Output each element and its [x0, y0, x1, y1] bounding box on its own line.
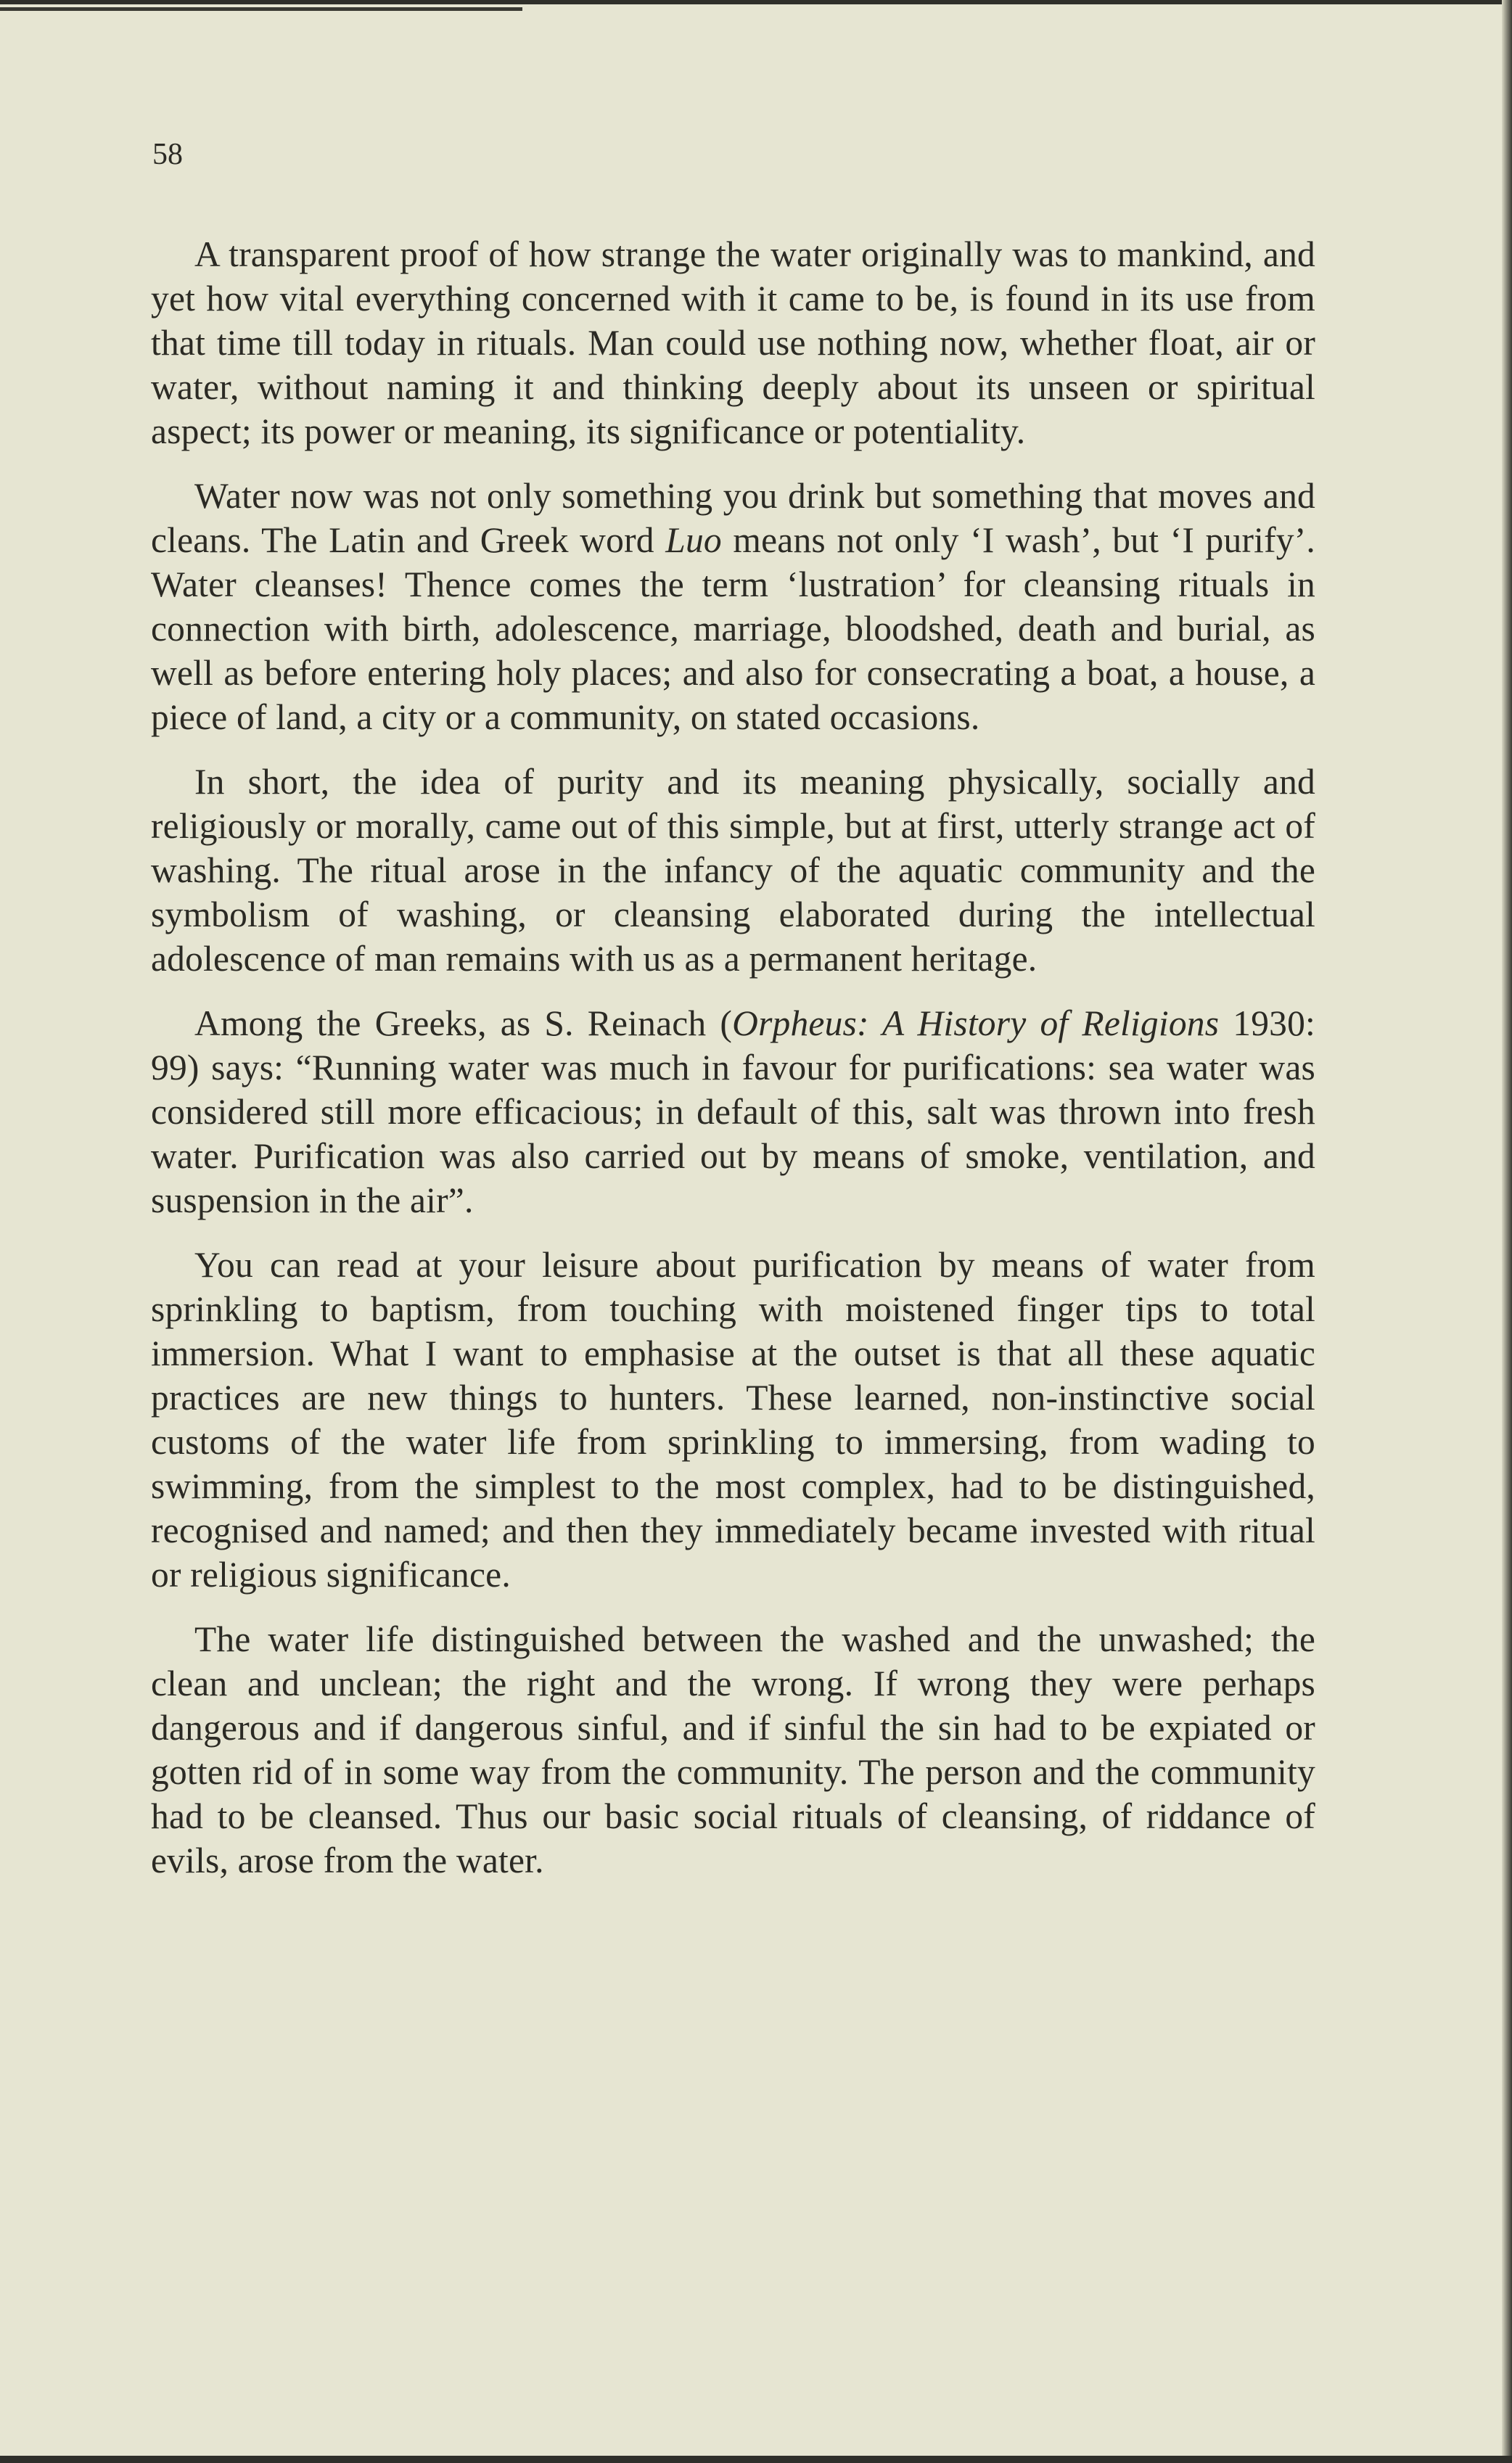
paragraph	[151, 760, 1315, 981]
text-run: You can read at your leisure about purification by means of water from sprinkling to baptism, from touching with moistened finger tips to total immersion. What I want to emphasise at the outset is that all these aquatic practices are new things to hunters. These learned, non-instinctive social customs of the water life from sprinkling to immersing, from wading to swimming, from the simplest to the most complex, had to be distinguished, recognised and named; and then they immediately became invested with ritual or religious significance.	[151, 1245, 1315, 1595]
page-number: 58	[152, 138, 183, 171]
paragraph	[151, 232, 1315, 453]
header-rule	[0, 7, 522, 11]
paragraph	[151, 474, 1315, 739]
paragraph	[151, 1243, 1315, 1597]
text-run: A transparent proof of how strange the water originally was to mankind, and yet how vital everything concerned with it came to be, is found in its use from that time till today in rituals. Man could use nothing now, whether float, air or water, without naming it and thinking deeply about its unseen or spiritual aspect; its power or meaning, its significance or potentiality.	[151, 234, 1315, 451]
page-bottom-edge	[0, 2456, 1512, 2463]
text-run: Water now was not only something you drink but something that moves and cleans. The Latin and Greek word	[151, 476, 1315, 560]
page-top-edge	[0, 0, 1512, 4]
page-right-edge	[1502, 0, 1512, 2463]
text-run: 1930: 99) says: “Running water was much in favour for purifications: sea water was considered still more efficacious; in default of this, salt was thrown into fresh water. Purification was also carried out by means of smoke, ventilation, and suspension in the air”.	[151, 1003, 1316, 1220]
text-run: means not only ‘I wash’, but ‘I purify’. Water cleanses! Thence comes the term ‘lustration’ for cleansing rituals in connection with birth, adolescence, marriage, bloodshed, death and burial, as well as before entering holy places; and also for consecrating a boat, a house, a piece of land, a city or a community, on stated occasions.	[151, 520, 1315, 737]
text-run: Among the Greeks, as S. Reinach (	[194, 1003, 733, 1043]
body-text	[151, 232, 1315, 1903]
text-run: In short, the idea of purity and its meaning physically, socially and religiously or morally, came out of this simple, but at first, utterly strange act of washing. The ritual arose in the infancy of the aquatic community and the symbolism of washing, or cleansing elaborated during the intellectual adolescence of man remains with us as a permanent heritage.	[151, 762, 1315, 979]
italic-text: Luo	[665, 520, 722, 560]
paragraph	[151, 1001, 1315, 1222]
paragraph	[151, 1617, 1315, 1883]
text-run: The water life distinguished between the washed and the unwashed; the clean and unclean; the right and the wrong. If wrong they were perhaps dangerous and if dangerous sinful, and if sinful the sin had to be expiated or gotten rid of in some way from the community. The person and the community had to be cleansed. Thus our basic social rituals of cleansing, of riddance of evils, arose from the water.	[151, 1619, 1315, 1880]
italic-text: Orpheus: A History of Religions	[732, 1003, 1220, 1043]
